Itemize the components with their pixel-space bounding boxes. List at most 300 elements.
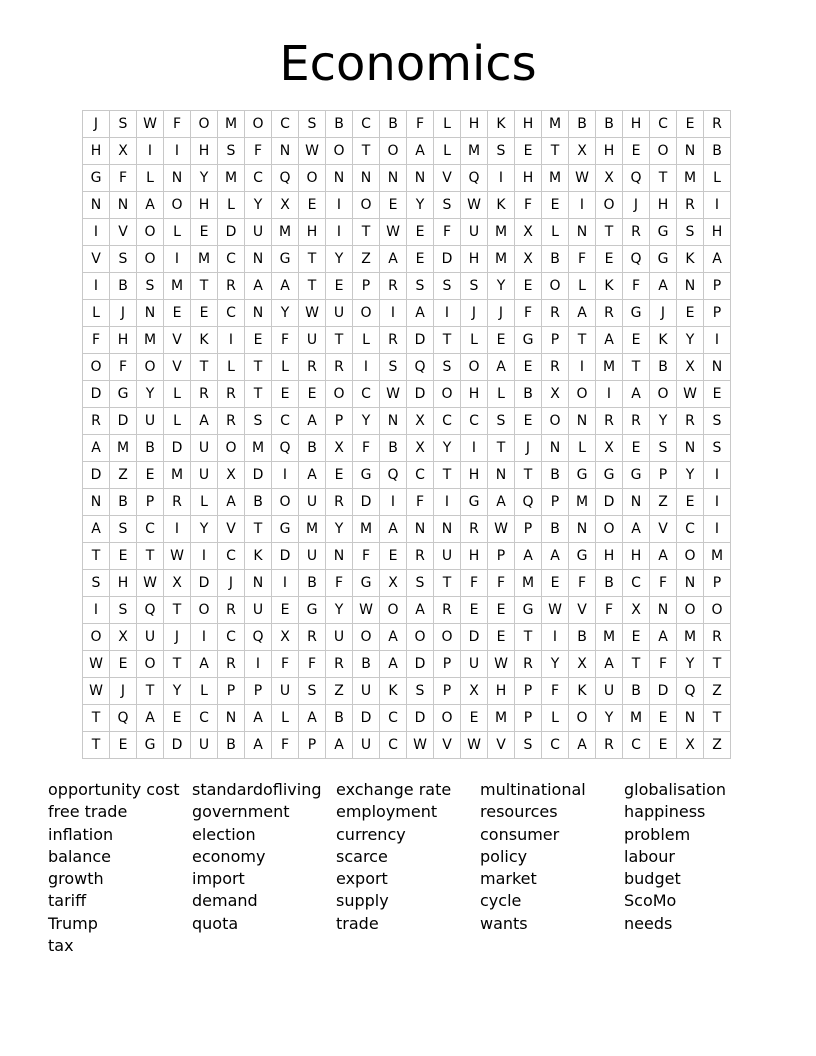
grid-cell: O <box>164 192 191 219</box>
grid-cell: M <box>218 165 245 192</box>
grid-cell: V <box>164 354 191 381</box>
grid-cell: E <box>542 570 569 597</box>
grid-cell: Y <box>191 516 218 543</box>
grid-row <box>83 246 731 273</box>
grid-cell: C <box>542 732 569 759</box>
grid-cell: Z <box>326 678 353 705</box>
grid-cell: L <box>164 381 191 408</box>
grid-cell: M <box>677 165 704 192</box>
grid-cell: E <box>461 705 488 732</box>
grid-cell: E <box>515 138 542 165</box>
grid-cell: W <box>353 597 380 624</box>
grid-cell: T <box>137 543 164 570</box>
grid-cell: L <box>542 705 569 732</box>
grid-row <box>83 354 731 381</box>
grid-cell: U <box>299 489 326 516</box>
grid-cell: I <box>164 246 191 273</box>
grid-cell: B <box>110 489 137 516</box>
grid-cell: A <box>83 516 110 543</box>
grid-cell: S <box>110 597 137 624</box>
grid-cell: T <box>353 219 380 246</box>
grid-cell: N <box>380 165 407 192</box>
grid-cell: N <box>110 192 137 219</box>
grid-cell: A <box>407 597 434 624</box>
grid-cell: C <box>380 705 407 732</box>
grid-cell: F <box>650 570 677 597</box>
grid-cell: Z <box>110 462 137 489</box>
grid-cell: X <box>380 570 407 597</box>
grid-cell: N <box>83 192 110 219</box>
grid-cell: Z <box>704 732 731 759</box>
grid-cell: F <box>461 570 488 597</box>
grid-cell: W <box>299 300 326 327</box>
grid-cell: E <box>623 435 650 462</box>
grid-cell: S <box>137 273 164 300</box>
grid-cell: N <box>677 570 704 597</box>
grid-cell: Q <box>677 678 704 705</box>
grid-cell: O <box>596 516 623 543</box>
word-list-item: economy <box>192 846 266 866</box>
grid-cell: L <box>164 219 191 246</box>
grid-row <box>83 624 731 651</box>
grid-cell: O <box>542 273 569 300</box>
grid-cell: O <box>353 300 380 327</box>
grid-cell: A <box>245 705 272 732</box>
grid-cell: V <box>218 516 245 543</box>
grid-cell: I <box>434 489 461 516</box>
grid-cell: X <box>272 624 299 651</box>
grid-cell: X <box>596 165 623 192</box>
grid-cell: C <box>218 246 245 273</box>
grid-cell: E <box>488 597 515 624</box>
grid-cell: A <box>299 705 326 732</box>
grid-cell: I <box>326 192 353 219</box>
grid-cell: N <box>137 300 164 327</box>
grid-cell: E <box>407 219 434 246</box>
grid-cell: C <box>353 381 380 408</box>
grid-cell: F <box>650 651 677 678</box>
grid-cell: X <box>407 435 434 462</box>
grid-cell: K <box>488 192 515 219</box>
grid-cell: C <box>623 570 650 597</box>
word-list-item: currency <box>336 824 406 844</box>
grid-cell: F <box>164 111 191 138</box>
grid-cell: G <box>623 300 650 327</box>
grid-cell: Y <box>542 651 569 678</box>
grid-cell: K <box>677 246 704 273</box>
grid-cell: M <box>515 570 542 597</box>
grid-cell: R <box>218 408 245 435</box>
grid-cell: N <box>677 273 704 300</box>
grid-cell: X <box>569 138 596 165</box>
grid-cell: Y <box>677 651 704 678</box>
grid-cell: H <box>488 678 515 705</box>
word-list-item: inflation <box>48 824 114 844</box>
word-list-item: opportunity cost <box>48 780 180 799</box>
grid-cell: B <box>704 138 731 165</box>
grid-cell: Q <box>137 597 164 624</box>
grid-cell: M <box>596 354 623 381</box>
grid-cell: P <box>326 408 353 435</box>
grid-cell: E <box>515 408 542 435</box>
grid-cell: I <box>191 543 218 570</box>
grid-cell: M <box>488 705 515 732</box>
grid-cell: O <box>191 111 218 138</box>
grid-cell: M <box>218 111 245 138</box>
grid-cell: B <box>137 435 164 462</box>
grid-cell: Q <box>623 246 650 273</box>
grid-cell: L <box>191 678 218 705</box>
word-list-item: consumer <box>480 824 560 844</box>
grid-cell: G <box>272 246 299 273</box>
grid-row <box>83 570 731 597</box>
grid-cell: D <box>596 489 623 516</box>
grid-cell: B <box>245 489 272 516</box>
grid-cell: H <box>623 111 650 138</box>
grid-cell: F <box>434 219 461 246</box>
grid-cell: R <box>596 300 623 327</box>
grid-cell: V <box>488 732 515 759</box>
grid-cell: G <box>650 246 677 273</box>
grid-cell: R <box>326 651 353 678</box>
grid-cell: F <box>569 246 596 273</box>
grid-cell: M <box>191 246 218 273</box>
grid-cell: F <box>488 570 515 597</box>
grid-row <box>83 138 731 165</box>
grid-cell: O <box>569 381 596 408</box>
grid-cell: R <box>542 300 569 327</box>
grid-cell: H <box>704 219 731 246</box>
grid-cell: J <box>83 111 110 138</box>
grid-cell: U <box>191 435 218 462</box>
grid-cell: S <box>110 246 137 273</box>
grid-cell: W <box>164 543 191 570</box>
grid-cell: D <box>191 570 218 597</box>
grid-cell: H <box>650 192 677 219</box>
grid-cell: U <box>191 732 218 759</box>
grid-cell: A <box>407 300 434 327</box>
grid-cell: T <box>704 705 731 732</box>
grid-cell: G <box>272 516 299 543</box>
grid-cell: M <box>245 435 272 462</box>
word-list-item: tariff <box>48 891 87 911</box>
grid-cell: P <box>542 327 569 354</box>
grid-cell: I <box>569 354 596 381</box>
grid-cell: E <box>110 543 137 570</box>
grid-cell: W <box>542 597 569 624</box>
grid-cell: S <box>434 192 461 219</box>
grid-cell: J <box>461 300 488 327</box>
word-list-item: election <box>192 824 256 844</box>
grid-cell: F <box>272 327 299 354</box>
grid-cell: L <box>488 381 515 408</box>
grid-cell: R <box>704 624 731 651</box>
grid-cell: F <box>407 489 434 516</box>
grid-cell: X <box>110 624 137 651</box>
word-list-item: exchange rate <box>336 780 452 799</box>
grid-cell: D <box>650 678 677 705</box>
grid-cell: O <box>434 624 461 651</box>
grid-cell: E <box>650 732 677 759</box>
grid-cell: Q <box>515 489 542 516</box>
grid-cell: E <box>623 624 650 651</box>
grid-cell: N <box>623 489 650 516</box>
grid-cell: V <box>650 516 677 543</box>
grid-cell: A <box>623 516 650 543</box>
grid-cell: C <box>461 408 488 435</box>
grid-cell: Y <box>650 408 677 435</box>
grid-cell: A <box>218 489 245 516</box>
grid-cell: B <box>218 732 245 759</box>
word-list-item: supply <box>336 891 389 911</box>
grid-cell: X <box>407 408 434 435</box>
word-list-item: free trade <box>48 802 128 822</box>
grid-cell: R <box>596 408 623 435</box>
grid-cell: Y <box>326 246 353 273</box>
grid-cell: T <box>488 435 515 462</box>
grid-cell: I <box>704 516 731 543</box>
grid-cell: D <box>272 543 299 570</box>
grid-cell: M <box>137 327 164 354</box>
grid-cell: E <box>272 597 299 624</box>
grid-cell: K <box>245 543 272 570</box>
grid-cell: J <box>164 624 191 651</box>
grid-cell: X <box>542 381 569 408</box>
grid-cell: C <box>380 732 407 759</box>
grid-cell: E <box>542 192 569 219</box>
word-list-item: government <box>192 802 290 822</box>
grid-cell: I <box>83 273 110 300</box>
grid-cell: X <box>515 246 542 273</box>
grid-cell: I <box>704 489 731 516</box>
grid-cell: A <box>326 732 353 759</box>
grid-cell: Z <box>353 246 380 273</box>
grid-cell: Y <box>272 300 299 327</box>
grid-cell: N <box>650 597 677 624</box>
word-list-item: cycle <box>480 891 522 911</box>
grid-cell: W <box>380 219 407 246</box>
grid-cell: R <box>596 732 623 759</box>
grid-cell: S <box>650 435 677 462</box>
grid-cell: P <box>434 651 461 678</box>
grid-cell: I <box>704 462 731 489</box>
grid-cell: F <box>299 651 326 678</box>
grid-cell: L <box>542 219 569 246</box>
grid-cell: Y <box>677 327 704 354</box>
grid-cell: Q <box>623 165 650 192</box>
grid-cell: X <box>326 435 353 462</box>
grid-cell: B <box>299 435 326 462</box>
grid-cell: R <box>515 651 542 678</box>
grid-cell: G <box>515 327 542 354</box>
grid-cell: R <box>623 408 650 435</box>
grid-cell: R <box>623 219 650 246</box>
grid-cell: E <box>407 246 434 273</box>
grid-cell: W <box>407 732 434 759</box>
grid-row <box>83 381 731 408</box>
grid-cell: A <box>704 246 731 273</box>
grid-cell: Q <box>110 705 137 732</box>
grid-cell: O <box>353 192 380 219</box>
grid-cell: Y <box>434 435 461 462</box>
grid-cell: S <box>245 408 272 435</box>
grid-row <box>83 489 731 516</box>
grid-cell: P <box>515 678 542 705</box>
grid-cell: T <box>245 354 272 381</box>
grid-cell: L <box>137 165 164 192</box>
grid-cell: J <box>110 678 137 705</box>
grid-cell: A <box>380 651 407 678</box>
grid-cell: T <box>434 462 461 489</box>
grid-cell: R <box>218 381 245 408</box>
grid-cell: S <box>110 111 137 138</box>
grid-cell: U <box>326 300 353 327</box>
grid-cell: C <box>137 516 164 543</box>
grid-cell: I <box>380 489 407 516</box>
word-list-item: tax <box>48 936 74 956</box>
grid-cell: K <box>650 327 677 354</box>
grid-cell: D <box>164 732 191 759</box>
grid-cell: W <box>677 381 704 408</box>
grid-cell: D <box>353 489 380 516</box>
grid-cell: K <box>191 327 218 354</box>
word-list-item: trade <box>336 913 379 933</box>
grid-row <box>83 705 731 732</box>
grid-cell: E <box>110 651 137 678</box>
grid-cell: X <box>623 597 650 624</box>
grid-cell: F <box>245 138 272 165</box>
grid-cell: A <box>542 543 569 570</box>
grid-cell: H <box>461 462 488 489</box>
grid-cell: G <box>650 219 677 246</box>
grid-cell: U <box>299 327 326 354</box>
word-list-item: globalisation <box>624 780 727 799</box>
grid-cell: O <box>245 111 272 138</box>
grid-cell: T <box>542 138 569 165</box>
grid-cell: M <box>542 111 569 138</box>
grid-cell: W <box>569 165 596 192</box>
grid-cell: C <box>191 705 218 732</box>
grid-cell: E <box>677 300 704 327</box>
grid-cell: E <box>272 381 299 408</box>
grid-cell: A <box>191 651 218 678</box>
grid-cell: U <box>299 543 326 570</box>
grid-cell: E <box>299 381 326 408</box>
grid-cell: N <box>83 489 110 516</box>
grid-cell: O <box>137 651 164 678</box>
grid-cell: G <box>623 462 650 489</box>
grid-row <box>83 219 731 246</box>
grid-cell: I <box>245 651 272 678</box>
grid-row <box>83 408 731 435</box>
grid-cell: L <box>704 165 731 192</box>
grid-cell: K <box>380 678 407 705</box>
grid-cell: B <box>515 381 542 408</box>
grid-cell: H <box>83 138 110 165</box>
grid-cell: A <box>380 246 407 273</box>
word-list-item: market <box>480 869 537 889</box>
grid-cell: X <box>272 192 299 219</box>
grid-cell: A <box>83 435 110 462</box>
grid-cell: J <box>623 192 650 219</box>
grid-cell: K <box>569 678 596 705</box>
grid-cell: Y <box>326 597 353 624</box>
grid-cell: K <box>488 111 515 138</box>
grid-cell: G <box>299 597 326 624</box>
grid-cell: L <box>272 705 299 732</box>
grid-cell: A <box>569 300 596 327</box>
grid-cell: Y <box>326 516 353 543</box>
grid-cell: P <box>515 705 542 732</box>
grid-cell: T <box>515 624 542 651</box>
grid-cell: P <box>704 570 731 597</box>
grid-cell: P <box>137 489 164 516</box>
grid-cell: Y <box>137 381 164 408</box>
grid-cell: R <box>407 543 434 570</box>
grid-cell: N <box>569 408 596 435</box>
grid-cell: S <box>434 273 461 300</box>
grid-cell: N <box>704 354 731 381</box>
grid-cell: R <box>704 111 731 138</box>
grid-cell: B <box>380 435 407 462</box>
grid-cell: C <box>407 462 434 489</box>
grid-cell: C <box>245 165 272 192</box>
grid-cell: M <box>623 705 650 732</box>
grid-cell: O <box>191 597 218 624</box>
grid-cell: T <box>299 246 326 273</box>
grid-cell: P <box>650 462 677 489</box>
word-list-item: ScoMo <box>624 891 677 911</box>
grid-cell: I <box>191 624 218 651</box>
grid-cell: F <box>353 543 380 570</box>
grid-cell: N <box>272 138 299 165</box>
grid-cell: G <box>353 462 380 489</box>
grid-cell: O <box>326 138 353 165</box>
grid-cell: A <box>569 732 596 759</box>
grid-cell: O <box>677 597 704 624</box>
grid-cell: Y <box>164 678 191 705</box>
grid-cell: V <box>110 219 137 246</box>
grid-cell: B <box>542 516 569 543</box>
grid-cell: O <box>380 138 407 165</box>
grid-cell: U <box>434 543 461 570</box>
grid-cell: T <box>650 165 677 192</box>
grid-cell: N <box>407 165 434 192</box>
grid-cell: Q <box>245 624 272 651</box>
grid-cell: S <box>407 678 434 705</box>
grid-cell: L <box>272 354 299 381</box>
grid-cell: W <box>488 651 515 678</box>
grid-cell: W <box>461 192 488 219</box>
grid-cell: N <box>407 516 434 543</box>
grid-cell: W <box>83 651 110 678</box>
grid-cell: A <box>650 273 677 300</box>
grid-cell: I <box>83 219 110 246</box>
grid-cell: D <box>407 651 434 678</box>
grid-cell: P <box>488 543 515 570</box>
grid-cell: D <box>434 246 461 273</box>
grid-row <box>83 462 731 489</box>
grid-cell: F <box>515 300 542 327</box>
grid-cell: R <box>218 651 245 678</box>
grid-cell: R <box>434 597 461 624</box>
grid-cell: C <box>218 300 245 327</box>
grid-cell: X <box>461 678 488 705</box>
grid-cell: V <box>434 732 461 759</box>
grid-cell: M <box>704 543 731 570</box>
grid-cell: H <box>596 543 623 570</box>
grid-cell: C <box>272 111 299 138</box>
